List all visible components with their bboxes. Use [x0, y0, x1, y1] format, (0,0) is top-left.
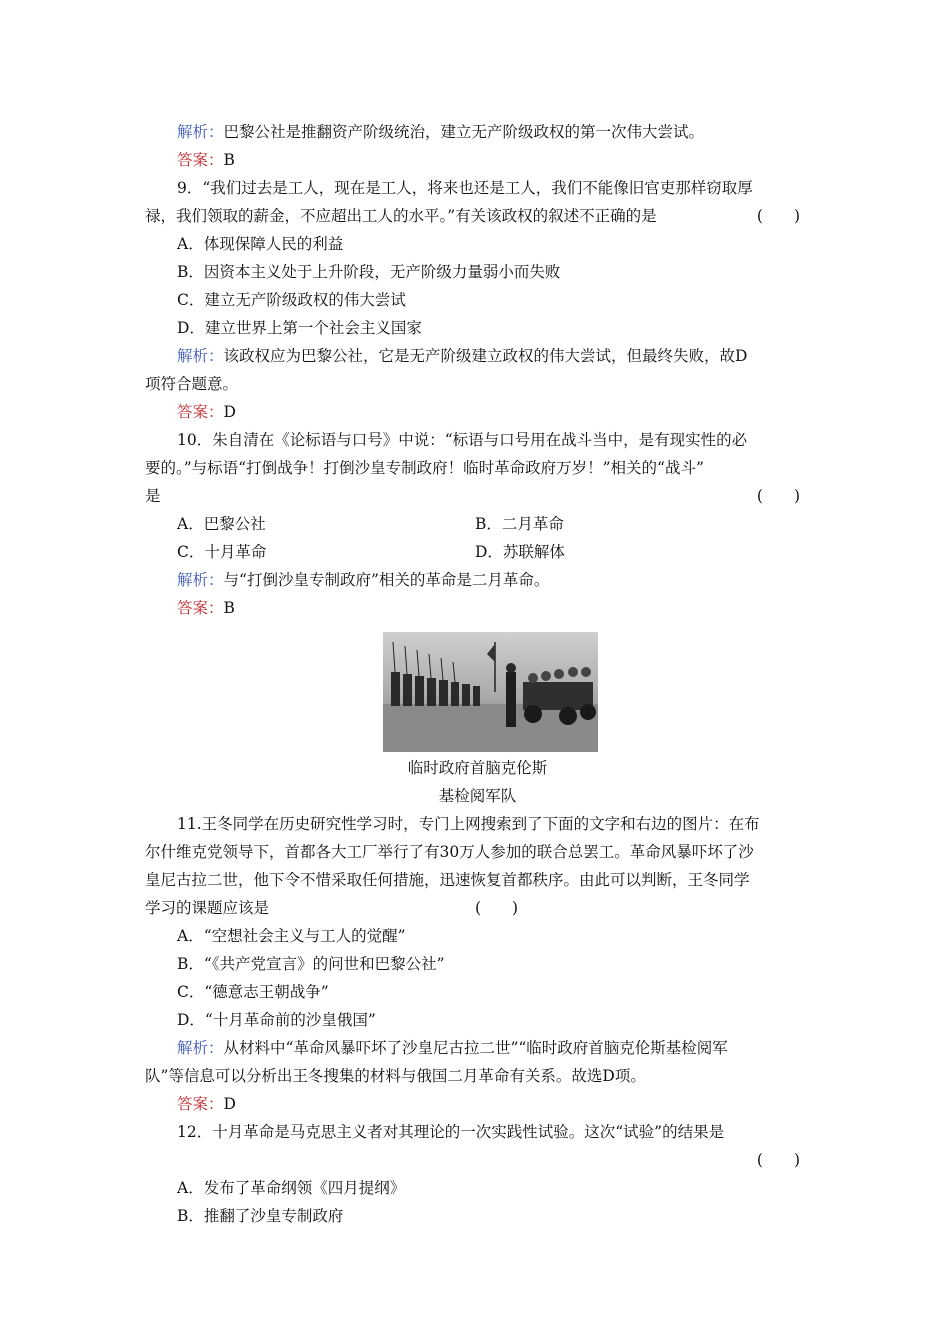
analysis-label: 解析： — [177, 347, 224, 365]
answer-blank: ( ) — [756, 1151, 800, 1169]
answer-blank: ( ) — [756, 487, 800, 505]
question-12-paren-line — [145, 1146, 810, 1174]
option-11-d: D．“十月革命前的沙皇俄国” — [177, 1011, 376, 1029]
analysis-9 — [145, 342, 810, 370]
option-11-a: A．“空想社会主义与工人的觉醒” — [177, 927, 406, 945]
option-11-c: C．“德意志王朝战争” — [177, 983, 329, 1001]
option-10-d: D．苏联解体 — [475, 543, 565, 561]
question-12-line-1: 12．十月革命是马克思主义者对其理论的一次实践性试验。这次“试验”的结果是 — [177, 1123, 725, 1141]
figure-caption-line-2: 基检阅军队 — [438, 787, 517, 805]
analysis-10 — [145, 566, 810, 594]
question-11-line-4 — [145, 894, 810, 922]
question-10-line-1: 10．朱自清在《论标语与口号》中说：“标语与口号用在战斗当中，是有现实性的必 — [177, 431, 748, 449]
historical-photo — [383, 632, 598, 752]
answer-8 — [145, 146, 810, 174]
question-11-text: 学习的课题应该是 — [145, 899, 270, 917]
option-11-b: B．“《共产党宣言》的问世和巴黎公社” — [177, 955, 445, 973]
answer-10 — [145, 594, 810, 622]
analysis-8 — [145, 118, 810, 146]
question-10-line-3 — [145, 482, 810, 510]
question-11-line-1: 11.王冬同学在历史研究性学习时，专门上网搜索到了下面的文字和右边的图片：在布 — [177, 815, 760, 833]
option-12-b: B．推翻了沙皇专制政府 — [177, 1207, 344, 1225]
answer-label: 答案： — [177, 403, 224, 421]
option-10-a: A．巴黎公社 — [177, 515, 266, 533]
question-9-line-2 — [145, 202, 810, 230]
question-10-text: 是 — [145, 487, 161, 505]
document-page — [145, 118, 810, 1230]
options-10-row-1 — [145, 510, 810, 538]
option-10-c: C．十月革命 — [177, 543, 267, 561]
answer-label: 答案： — [177, 599, 224, 617]
analysis-9-line-2: 项符合题意。 — [145, 375, 239, 393]
option-9-d: D．建立世界上第一个社会主义国家 — [177, 319, 422, 337]
answer-label: 答案： — [177, 1095, 224, 1113]
analysis-text: 与“打倒沙皇专制政府”相关的革命是二月革命。 — [223, 571, 550, 589]
option-9-a: A．体现保障人民的利益 — [177, 235, 344, 253]
question-9-text: 禄，我们领取的薪金，不应超出工人的水平。”有关该政权的叙述不正确的是 — [145, 207, 657, 225]
question-11-line-2: 尔什维克党领导下，首都各大工厂举行了有30万人参加的联合总罢工。革命风暴吓坏了沙 — [145, 843, 754, 861]
analysis-label: 解析： — [177, 1039, 224, 1057]
question-11-line-3: 皇尼古拉二世，他下令不惜采取任何措施，迅速恢复首都秩序。由此可以判断，王冬同学 — [145, 871, 750, 889]
analysis-11-line-2: 队”等信息可以分析出王冬搜集的材料与俄国二月革命有关系。故选D项。 — [145, 1067, 646, 1085]
analysis-11 — [145, 1034, 810, 1062]
analysis-label: 解析： — [177, 123, 224, 141]
analysis-text: 该政权应为巴黎公社，它是无产阶级建立政权的伟大尝试，但最终失败，故D — [223, 347, 748, 365]
answer-blank: ( ) — [756, 207, 800, 225]
answer-label: 答案： — [177, 151, 224, 169]
analysis-text: 从材料中“革命风暴吓坏了沙皇尼古拉二世”“临时政府首脑克伦斯基检阅军 — [223, 1039, 728, 1057]
answer-value: B — [223, 151, 235, 169]
option-9-c: C．建立无产阶级政权的伟大尝试 — [177, 291, 406, 309]
question-10-line-2: 要的。”与标语“打倒战争！打倒沙皇专制政府！临时革命政府万岁！”相关的“战斗” — [145, 459, 704, 477]
answer-value: D — [223, 1095, 236, 1113]
question-9-line-1: 9．“我们过去是工人，现在是工人，将来也还是工人，我们不能像旧官吏那样窃取厚 — [177, 179, 753, 197]
answer-blank: ( ) — [475, 899, 519, 917]
answer-value: D — [223, 403, 236, 421]
answer-11 — [145, 1090, 810, 1118]
options-10-row-2 — [145, 538, 810, 566]
option-12-a: A．发布了革命纲领《四月提纲》 — [177, 1179, 406, 1197]
answer-9 — [145, 398, 810, 426]
photo-illustration — [383, 632, 598, 752]
figure-caption-line-1: 临时政府首脑克伦斯 — [407, 759, 548, 777]
analysis-text: 巴黎公社是推翻资产阶级统治，建立无产阶级政权的第一次伟大尝试。 — [223, 123, 705, 141]
option-9-b: B．因资本主义处于上升阶段，无产阶级力量弱小而失败 — [177, 263, 561, 281]
answer-value: B — [223, 599, 235, 617]
option-10-b: B．二月革命 — [475, 515, 564, 533]
analysis-label: 解析： — [177, 571, 224, 589]
